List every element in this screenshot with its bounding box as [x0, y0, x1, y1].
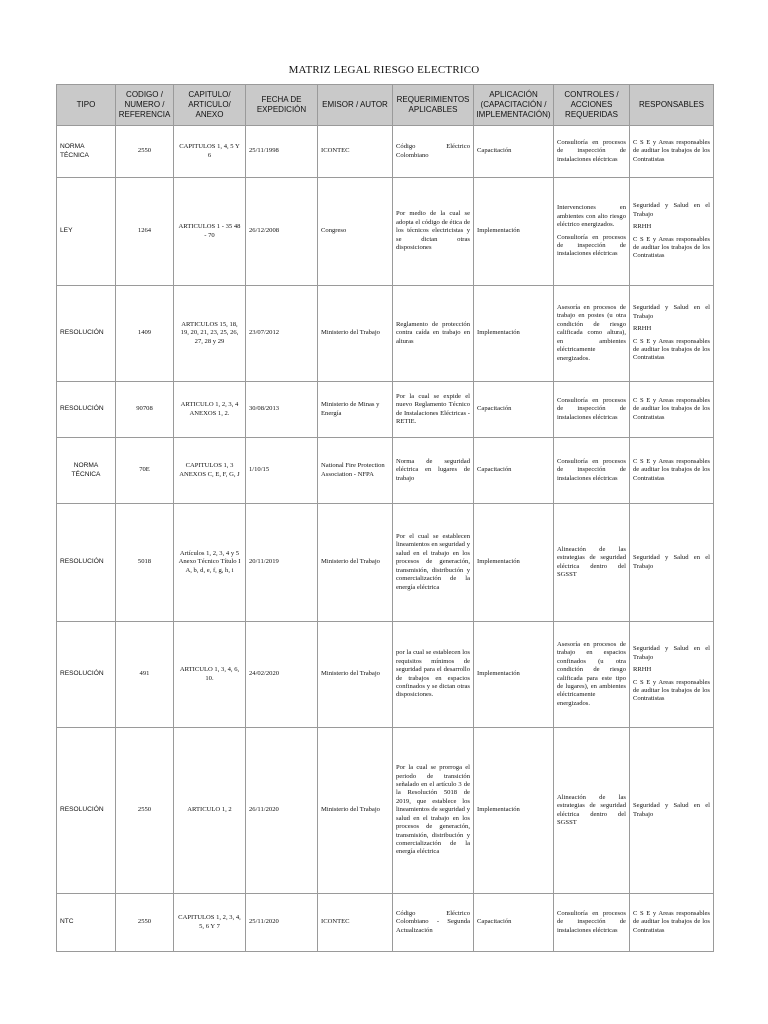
responsable-item: C S E y Areas responsables de auditar los trabajos de los Contratistas [633, 337, 710, 362]
table-row [57, 504, 714, 622]
cell-aplicacion: Capacitación [474, 126, 554, 178]
cell-fecha: 1/10/15 [246, 438, 318, 504]
cell-aplicacion: Implementación [474, 504, 554, 622]
control-item: Consultoría en procesos de inspección de instalaciones eléctricas [557, 396, 626, 421]
cell-tipo: LEY [57, 178, 116, 286]
cell-controles [554, 728, 630, 894]
legal-matrix-table [56, 84, 714, 952]
responsable-item: C S E y Areas responsables de auditar los trabajos de los Contratistas [633, 396, 710, 421]
cell-responsables [630, 728, 714, 894]
cell-requerimientos: Código Eléctrico Colombiano - Segunda Actualización [393, 894, 474, 952]
cell-codigo: 5018 [116, 504, 174, 622]
header-codigo: CODIGO / NUMERO / REFERENCIA [116, 85, 174, 126]
cell-capitulo: CAPITULOS 1, 2, 3, 4, 5, 6 Y 7 [174, 894, 246, 952]
header-requerimientos: REQUERIMIENTOS APLICABLES [393, 85, 474, 126]
cell-aplicacion: Implementación [474, 286, 554, 382]
cell-requerimientos: Por el cual se establecen lineamientos en seguridad y salud en el trabajo en los procesos de generación, transmisión, distribución y comercialización de la energía eléctrica [393, 504, 474, 622]
cell-emisor: Congreso [318, 178, 393, 286]
cell-requerimientos: Norma de seguridad eléctrica en lugares de trabajo [393, 438, 474, 504]
cell-aplicacion: Capacitación [474, 438, 554, 504]
cell-requerimientos: Código Eléctrico Colombiano [393, 126, 474, 178]
cell-codigo: 70E [116, 438, 174, 504]
cell-responsables [630, 286, 714, 382]
cell-codigo: 1409 [116, 286, 174, 382]
cell-emisor: ICONTEC [318, 894, 393, 952]
responsable-item: C S E y Areas responsables de auditar los trabajos de los Contratistas [633, 138, 710, 163]
header-fecha: FECHA DE EXPEDICIÓN [246, 85, 318, 126]
cell-requerimientos: Reglamento de protección contra caída en trabajo en alturas [393, 286, 474, 382]
cell-tipo: NTC [57, 894, 116, 952]
responsable-item: Seguridad y Salud en el Trabajo [633, 202, 710, 218]
responsable-item: C S E y Areas responsables de auditar los trabajos de los Contratistas [633, 457, 710, 482]
cell-responsables [630, 438, 714, 504]
table-row [57, 382, 714, 438]
cell-requerimientos: Por medio de la cual se adopta el código de ética de los técnicos electricistas y se dictan otras disposiciones [393, 178, 474, 286]
control-item: Consultoría en procesos de inspección de instalaciones eléctricas [557, 909, 626, 934]
cell-fecha: 23/07/2012 [246, 286, 318, 382]
cell-emisor: Ministerio de Minas y Energía [318, 382, 393, 438]
cell-controles [554, 126, 630, 178]
cell-aplicacion: Implementación [474, 622, 554, 728]
cell-fecha: 25/11/1998 [246, 126, 318, 178]
cell-tipo: RESOLUCIÓN [57, 382, 116, 438]
cell-controles [554, 178, 630, 286]
cell-capitulo: ARTICULO 1, 2 [174, 728, 246, 894]
cell-fecha: 20/11/2019 [246, 504, 318, 622]
cell-tipo: RESOLUCIÓN [57, 622, 116, 728]
cell-responsables [630, 126, 714, 178]
cell-codigo: 491 [116, 622, 174, 728]
cell-requerimientos: Por la cual se prorroga el periodo de transición señalado en el artículo 3 de la Resolución 5018 de 2019, que establece los lineamientos de seguridad y salud en el trabajo en los procesos de generación, transmisión, distribución y comercialización de la energía eléctrica [393, 728, 474, 894]
responsable-item: Seguridad y Salud en el Trabajo [633, 802, 710, 818]
responsable-item: Seguridad y Salud en el Trabajo [633, 304, 710, 320]
cell-responsables [630, 178, 714, 286]
control-item: Alineación de las estrategias de seguridad eléctrica dentro del SGSST [557, 793, 626, 826]
cell-capitulo: ARTICULOS 15, 18, 19, 20, 21, 23, 25, 26, 27, 28 y 29 [174, 286, 246, 382]
document-title: MATRIZ LEGAL RIESGO ELECTRICO [288, 64, 480, 76]
cell-tipo: NORMA TÉCNICA [57, 126, 116, 178]
cell-aplicacion: Implementación [474, 178, 554, 286]
header-responsables: RESPONSABLES [630, 85, 714, 126]
responsable-item: Seguridad y Salud en el Trabajo [633, 554, 710, 570]
cell-controles [554, 286, 630, 382]
cell-emisor: Ministerio del Trabajo [318, 286, 393, 382]
cell-tipo: NORMA TÉCNICA [57, 438, 116, 504]
table-row [57, 728, 714, 894]
cell-codigo: 1264 [116, 178, 174, 286]
cell-requerimientos: por la cual se establecen los requisitos mínimos de seguridad para el desarrollo de trabajos en espacios confinados y se dictan otras disposiciones. [393, 622, 474, 728]
table-row [57, 178, 714, 286]
cell-codigo: 2550 [116, 126, 174, 178]
cell-fecha: 24/02/2020 [246, 622, 318, 728]
cell-aplicacion: Capacitación [474, 894, 554, 952]
header-aplicacion: APLICACIÓN (CAPACITACIÓN / IMPLEMENTACIÓN) [474, 85, 554, 126]
cell-capitulo: CAPITULOS 1, 4, 5 Y 6 [174, 126, 246, 178]
cell-controles [554, 894, 630, 952]
cell-codigo: 2550 [116, 728, 174, 894]
header-tipo: TIPO [57, 85, 116, 126]
cell-fecha: 26/11/2020 [246, 728, 318, 894]
cell-controles [554, 438, 630, 504]
cell-responsables [630, 622, 714, 728]
cell-aplicacion: Capacitación [474, 382, 554, 438]
cell-codigo: 90708 [116, 382, 174, 438]
table-row [57, 286, 714, 382]
cell-capitulo: ARTICULOS 1 - 35 48 - 70 [174, 178, 246, 286]
cell-aplicacion: Implementación [474, 728, 554, 894]
control-item: Intervenciones en ambientes con alto riesgo eléctrico energizados. [557, 204, 626, 229]
responsable-item: RRHH [633, 325, 652, 333]
control-item: Asesoría en procesos de trabajo en postes (u otra condición de riesgo calificada como altura), en ambientes eléctricamente energizados. [557, 304, 626, 362]
cell-controles [554, 622, 630, 728]
header-controles: CONTROLES / ACCIONES REQUERIDAS [554, 85, 630, 126]
header-row [57, 85, 714, 126]
responsable-item: Seguridad y Salud en el Trabajo [633, 645, 710, 661]
cell-responsables [630, 504, 714, 622]
cell-controles [554, 382, 630, 438]
cell-emisor: Ministerio del Trabajo [318, 728, 393, 894]
cell-fecha: 25/11/2020 [246, 894, 318, 952]
control-item: Asesoría en procesos de trabajo en espacios confinados (u otra condición de riesgo calificada para este tipo de lugares), en ambientes eléctricamente energizados. [557, 640, 626, 707]
table-row [57, 438, 714, 504]
cell-fecha: 26/12/2008 [246, 178, 318, 286]
cell-fecha: 30/08/2013 [246, 382, 318, 438]
responsable-item: C S E y Areas responsables de auditar los trabajos de los Contratistas [633, 235, 710, 260]
cell-requerimientos: Por la cual se expide el nuevo Reglamento Técnico de Instalaciones Eléctricas - RETIE. [393, 382, 474, 438]
control-item: Consultoría en procesos de inspección de instalaciones eléctricas [557, 457, 626, 482]
cell-codigo: 2550 [116, 894, 174, 952]
cell-emisor: National Fire Protection Association - NFPA [318, 438, 393, 504]
responsable-item: C S E y Areas responsables de auditar los trabajos de los Contratistas [633, 909, 710, 934]
cell-emisor: Ministerio del Trabajo [318, 622, 393, 728]
cell-tipo: RESOLUCIÓN [57, 286, 116, 382]
responsable-item: C S E y Areas responsables de auditar los trabajos de los Contratistas [633, 678, 710, 703]
table-row [57, 126, 714, 178]
header-capitulo: CAPITULO/ ARTICULO/ ANEXO [174, 85, 246, 126]
cell-responsables [630, 382, 714, 438]
table-row [57, 622, 714, 728]
control-item: Alineación de las estrategias de seguridad eléctrica dentro del SGSST [557, 545, 626, 578]
cell-controles [554, 504, 630, 622]
cell-responsables [630, 894, 714, 952]
table-row [57, 894, 714, 952]
cell-capitulo: ARTICULO 1, 2, 3, 4 ANEXOS 1, 2. [174, 382, 246, 438]
cell-tipo: RESOLUCIÓN [57, 504, 116, 622]
cell-capitulo: CAPITULOS 1, 3 ANEXOS C, E, F, G, J [174, 438, 246, 504]
cell-emisor: Ministerio del Trabajo [318, 504, 393, 622]
cell-capitulo: Artículos 1, 2, 3, 4 y 5 Anexo Técnico Título I A, b, d, e, f, g, h, i [174, 504, 246, 622]
cell-tipo: RESOLUCIÓN [57, 728, 116, 894]
responsable-item: RRHH [633, 666, 652, 674]
header-emisor: EMISOR / AUTOR [318, 85, 393, 126]
cell-emisor: ICONTEC [318, 126, 393, 178]
cell-capitulo: ARTICULO 1, 3, 4, 6, 10. [174, 622, 246, 728]
control-item: Consultoría en procesos de inspección de instalaciones eléctricas [557, 138, 626, 163]
responsable-item: RRHH [633, 223, 652, 231]
control-item: Consultoría en procesos de inspección de instalaciones eléctricas [557, 233, 626, 258]
